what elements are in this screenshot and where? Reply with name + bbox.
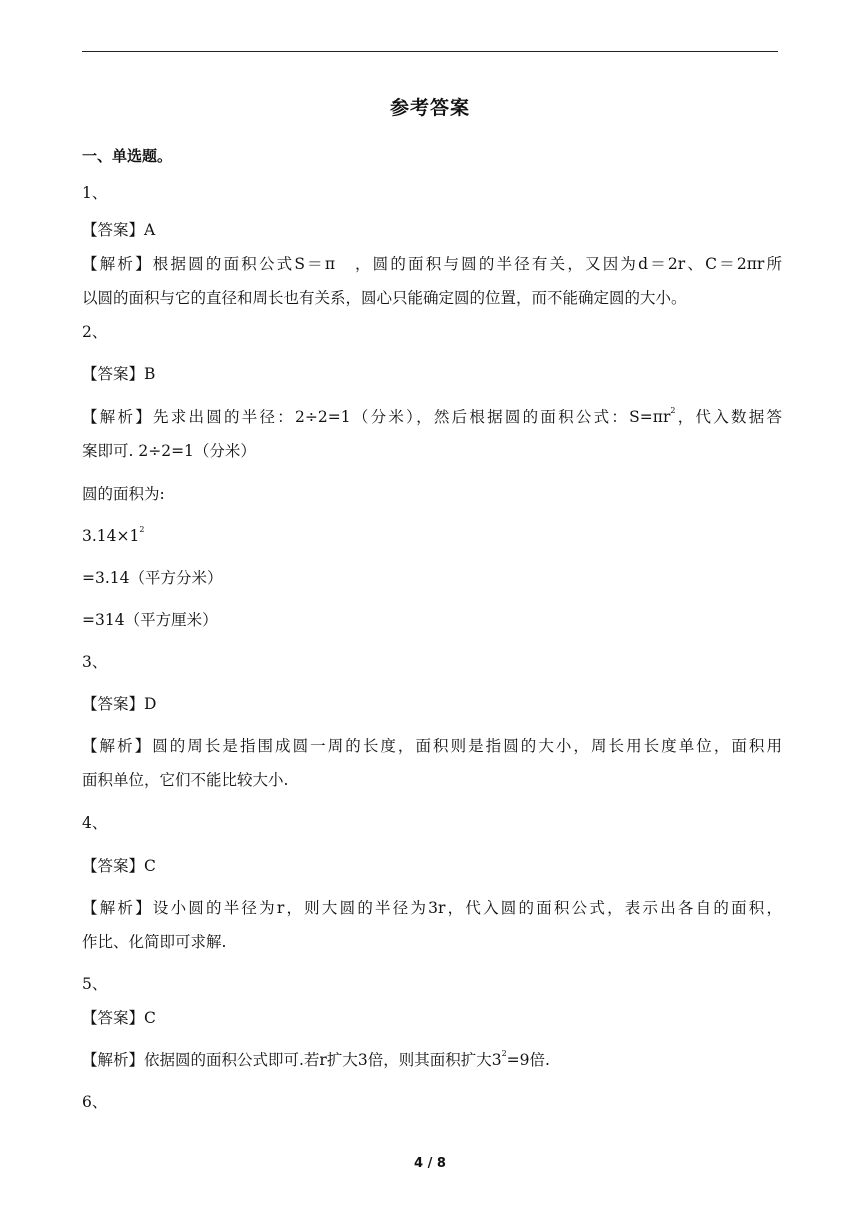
question-number: 3、 — [82, 653, 108, 671]
answer-line: 【答案】C — [82, 857, 156, 875]
analysis-text: =9倍. — [506, 1051, 550, 1069]
exponent: 2 — [139, 525, 145, 534]
analysis-line: 【解析】根据圆的面积公式S＝π ，圆的面积与圆的半径有关，又因为d＝2r、C＝2πr所 — [82, 255, 782, 273]
answer-line: 【答案】A — [82, 221, 156, 239]
exponent: 2 — [501, 1049, 507, 1058]
work-line — [82, 526, 144, 546]
analysis-line: 以圆的面积与它的直径和周长也有关系，圆心只能确定圆的位置，而不能确定圆的大小。 — [82, 289, 687, 307]
question-number: 5、 — [82, 975, 108, 993]
analysis-text: 【解析】先求出圆的半径：2÷2=1（分米），然后根据圆的面积公式：S=πr — [82, 408, 671, 426]
analysis-line: 【解析】圆的周长是指围成圆一周的长度，面积则是指圆的大小，周长用长度单位，面积用 — [82, 737, 782, 755]
analysis-line — [82, 1050, 550, 1070]
page-number: 4 / 8 — [414, 1156, 446, 1171]
question-number: 6、 — [82, 1093, 108, 1111]
analysis-line: 【解析】设小圆的半径为r，则大圆的半径为3r，代入圆的面积公式，表示出各自的面积， — [82, 899, 782, 917]
work-line: =3.14（平方分米） — [82, 569, 223, 587]
question-number: 2、 — [82, 323, 108, 341]
answer-line: 【答案】C — [82, 1009, 156, 1027]
question-number: 1、 — [82, 184, 108, 202]
work-line: =314（平方厘米） — [82, 611, 218, 629]
answer-line: 【答案】B — [82, 365, 156, 383]
page-title: 参考答案 — [389, 97, 470, 119]
analysis-line: 面积单位，它们不能比较大小. — [82, 771, 289, 789]
analysis-line — [82, 407, 782, 427]
analysis-line: 案即可. 2÷2=1（分米） — [82, 442, 256, 460]
analysis-text: ，代入数据答 — [675, 408, 782, 426]
question-number: 4、 — [82, 814, 108, 832]
analysis-text: 【解析】依据圆的面积公式即可.若r扩大3倍，则其面积扩大3 — [82, 1051, 502, 1069]
analysis-line: 作比、化简即可求解. — [82, 933, 227, 951]
header-rule — [82, 51, 778, 52]
work-text: 3.14×1 — [82, 527, 140, 545]
section-heading: 一、单选题。 — [82, 147, 173, 165]
exponent: 2 — [670, 406, 676, 415]
work-line: 圆的面积为: — [82, 485, 165, 503]
answer-line: 【答案】D — [82, 695, 157, 713]
